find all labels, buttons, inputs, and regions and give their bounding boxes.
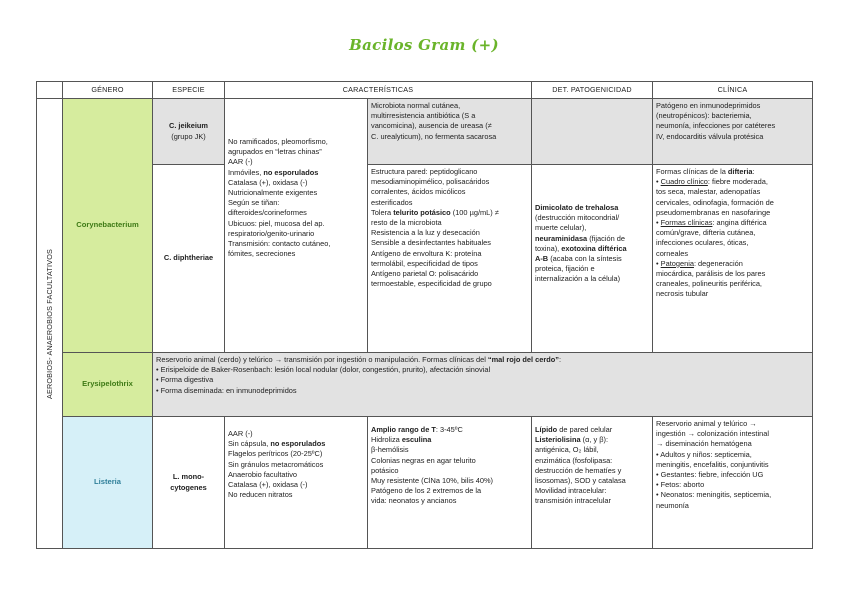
- diphtheriae-path-bold: A-B: [535, 254, 549, 264]
- header-clinica: CLÍNICA: [653, 82, 813, 99]
- listeria-feature-line: AAR (-): [228, 429, 253, 438]
- species-monocytogenes: [153, 417, 225, 549]
- diphtheriae-path-text: (fijación de: [587, 233, 625, 243]
- listeria-clinic-line: neumonía: [656, 500, 689, 510]
- listeria-feature-line: Patógeno de los 2 extremos de la: [371, 486, 482, 496]
- listeria-pathogenicity: [532, 417, 653, 549]
- coryne-feature-line: Ubicuos: piel, mucosa del ap.: [228, 218, 325, 228]
- listeria-feature-line: Anaerobio facultativo: [228, 469, 298, 479]
- diphtheriae-path-line: muerte celular),: [535, 223, 587, 233]
- jeikeium-feature-line: C. urealyticum), no fermenta sacarosa: [371, 131, 497, 141]
- listeria-path-line: Movilidad intracelular:: [535, 486, 607, 496]
- listeria-path-bold: Lípido: [535, 425, 558, 434]
- group-label: AEROBIOS- ANAEROBIOS FACULTATIVOS: [44, 248, 54, 399]
- diphtheriae-path-bold: exotoxina diftérica: [561, 243, 627, 253]
- listeria-feature-line: Catalasa (+), oxidasa (-): [228, 480, 308, 490]
- listeria-path-bold: Listeriolisina: [535, 435, 581, 445]
- listeria-feature-text: : 3-45ºC: [435, 425, 463, 434]
- diphtheriae-clinic-text: •: [656, 218, 661, 228]
- listeria-clinic-line: ingestión → colonización intestinal: [656, 429, 769, 439]
- diphtheriae-clinic-line: pseudomembranas en nasofaringe: [656, 207, 771, 217]
- listeria-path-line: destrucción de hematíes y: [535, 465, 622, 475]
- jeikeium-feature-line: Microbiota normal cutánea,: [371, 101, 461, 110]
- coryne-feature-line: Según se tiñan:: [228, 198, 280, 208]
- erysipelothrix-text: Reservorio animal (cerdo) y telúrico → transmisión por ingestión o manipulación. Formas clínicas del: [156, 355, 488, 364]
- listeria-clinic-line: • Fetos: aborto: [656, 480, 705, 490]
- diphtheriae-path-line: Dimicolato de trehalosa: [535, 203, 619, 212]
- listeria-feature-bold: esculina: [401, 435, 432, 445]
- diphtheriae-feature-line: esterificados: [371, 197, 413, 207]
- diphtheriae-clinic-line: infecciones oculares, óticas,: [656, 238, 749, 248]
- diphtheriae-path-line: [535, 234, 649, 244]
- listeria-feature-line: Flagelos perítricos (20-25ºC): [228, 449, 323, 459]
- diphtheriae-path-line: [535, 244, 649, 254]
- species-jeikeium-name: C. jeikeium: [168, 121, 209, 131]
- diphtheriae-path-text: (acaba con la síntesis: [548, 254, 622, 264]
- listeria-clinic-line: meningitis, encefalitis, conjuntivitis: [656, 459, 769, 469]
- listeria-path-line: [535, 425, 649, 435]
- diphtheriae-clinic-line: craneales, polineuritis periférica,: [656, 279, 762, 289]
- species-jeikeium-note: (grupo JK): [171, 131, 206, 141]
- coryne-feature-line: difteroides/corineformes: [228, 208, 307, 218]
- listeria-path-line: [535, 435, 649, 445]
- row-erysipelothrix: [37, 353, 813, 417]
- diphtheriae-path-line: [535, 254, 649, 264]
- diphtheriae-clinic-text: :: [752, 167, 755, 176]
- diphtheriae-clinic-text: : angina diftérica: [712, 218, 767, 228]
- diphtheriae-feature-line: corralentes, ácidos micólicos: [371, 187, 466, 197]
- jeikeium-feature-line: vancomicina), ausencia de ureasa (≠: [371, 121, 492, 131]
- listeria-clinic-line: • Adultos y niños: septicemia,: [656, 449, 752, 459]
- diphtheriae-feature-line: Antígeno de envoltura K: proteína: [371, 248, 482, 258]
- jeikeium-clinic: [653, 99, 813, 165]
- diphtheriae-feature-text: Tolera: [371, 207, 394, 217]
- species-jeikeium: [153, 99, 225, 165]
- diphtheriae-feature-text: (100 µg/mL) ≠: [450, 207, 499, 217]
- diphtheriae-clinic-line: corneales: [656, 248, 689, 258]
- listeria-clinic-line: • Neonatos: meningitis, septicemia,: [656, 490, 772, 500]
- listeria-path-text: de pared celular: [557, 425, 613, 434]
- jeikeium-clinic-line: neumonía, infecciones por catéteres: [656, 121, 776, 131]
- erysipelothrix-line: [156, 355, 809, 365]
- species-diphtheriae: C. diphtheriae: [153, 165, 225, 353]
- coryne-feature-line: [228, 168, 364, 178]
- listeria-feature-line: [371, 435, 528, 445]
- diphtheriae-feature-bold: telurito potásico: [393, 207, 451, 217]
- diphtheriae-clinic-underline: Patogenia: [660, 258, 694, 268]
- listeria-clinic-line: Reservorio animal y telúrico →: [656, 419, 757, 428]
- header-genero: GÉNERO: [63, 82, 153, 99]
- listeria-feature-line: [371, 425, 528, 435]
- listeria-feature-line: Muy resistente (ClNa 10%, bilis 40%): [371, 476, 493, 486]
- jeikeium-clinic-line: Patógeno en inmunodeprimidos: [656, 101, 761, 110]
- diphtheriae-clinic-text: •: [656, 177, 661, 187]
- jeikeium-feature-line: multirresistencia antibiótica (S a: [371, 111, 476, 121]
- diphtheriae-clinic-line: tos seca, malestar, adenopatías: [656, 187, 761, 197]
- diphtheriae-path-text: toxina),: [535, 243, 562, 253]
- erysipelothrix-line: • Forma diseminada: en inmunodeprimidos: [156, 385, 297, 395]
- erysipelothrix-description: [153, 353, 813, 417]
- coryne-feature-line: agrupados en “letras chinas”: [228, 147, 322, 157]
- diphtheriae-path-bold: neuraminidasa: [535, 233, 588, 243]
- listeria-feature-text: Sin cápsula,: [228, 439, 271, 449]
- listeria-path-line: lisosomas), SOD y catalasa: [535, 476, 626, 486]
- erysipelothrix-text: :: [558, 355, 562, 364]
- diphtheriae-path-line: proteica, fijación e: [535, 264, 595, 274]
- listeria-feature-line: Sin gránulos metacromáticos: [228, 459, 324, 469]
- listeria-path-line: enzimática (fosfolipasa:: [535, 455, 613, 465]
- species-monocytogenes-line: L. mono-: [172, 472, 205, 482]
- listeria-feature-bold: Amplio rango de T: [371, 425, 436, 434]
- diphtheriae-clinic-line: [656, 259, 809, 269]
- header-patogenicidad: DET. PATOGENICIDAD: [532, 82, 653, 99]
- listeria-feature-line: No reducen nitratos: [228, 490, 293, 500]
- listeria-clinic-line: → diseminación hematógena: [656, 439, 752, 449]
- erysipelothrix-bold: “mal rojo del cerdo”: [487, 355, 559, 364]
- coryne-feature-line: Transmisión: contacto cutáneo,: [228, 239, 331, 249]
- listeria-path-line: antigénica, O₂ lábil,: [535, 445, 599, 455]
- diphtheriae-clinic-line: necrosis tubular: [656, 289, 709, 299]
- row-jeikeium: [37, 99, 813, 165]
- row-listeria: [37, 417, 813, 549]
- coryne-feature-line: No ramificados, pleomorfismo,: [228, 137, 328, 146]
- genus-listeria: Listeria: [63, 417, 153, 549]
- diphtheriae-feature-line: mesodiaminopimélico, polisacáridos: [371, 177, 490, 187]
- header-especie: ESPECIE: [153, 82, 225, 99]
- bacteria-table: [36, 81, 813, 549]
- listeria-feature-line: vida: neonatos y ancianos: [371, 496, 457, 506]
- genus-erysipelothrix: Erysipelothrix: [63, 353, 153, 417]
- diphtheriae-feature-line: Estructura pared: peptidoglicano: [371, 167, 478, 176]
- diphtheriae-feature-line: resto de la microbiota: [371, 218, 442, 228]
- page-title: Bacilos Gram (+): [349, 36, 499, 54]
- genus-corynebacterium: Corynebacterium: [63, 99, 153, 353]
- coryne-feature-line: Catalasa (+), oxidasa (-): [228, 177, 308, 187]
- erysipelothrix-line: • Forma digestiva: [156, 375, 214, 385]
- coryne-feature-line: respiratorio/genito-urinario: [228, 228, 315, 238]
- diphtheriae-clinic-line: [656, 167, 809, 177]
- diphtheriae-clinic-line: [656, 177, 809, 187]
- jeikeium-pathogenicity: [532, 99, 653, 165]
- listeria-feature-line: potásico: [371, 465, 399, 475]
- coryne-feature-text: Inmóviles,: [228, 167, 264, 177]
- diphtheriae-clinic-line: común/grave, difteria cutánea,: [656, 228, 756, 238]
- header-caracteristicas: CARACTERÍSTICAS: [225, 82, 532, 99]
- diphtheriae-pathogenicity: [532, 165, 653, 353]
- listeria-feature-line: β-hemólisis: [371, 445, 409, 455]
- jeikeium-features: [368, 99, 532, 165]
- coryne-shared-features: [225, 99, 368, 353]
- header-blank: [37, 82, 63, 99]
- diphtheriae-feature-line: Resistencia a la luz y desecación: [371, 228, 480, 238]
- diphtheriae-clinic-text: •: [656, 258, 661, 268]
- jeikeium-clinic-line: (neutropénicos): bacteriemia,: [656, 111, 752, 121]
- coryne-feature-line: Nutricionalmente exigentes: [228, 188, 318, 198]
- coryne-feature-line: fómites, secreciones: [228, 249, 296, 259]
- listeria-feature-text: Hidroliza: [371, 435, 402, 445]
- species-monocytogenes-line: cytogenes: [170, 482, 207, 492]
- diphtheriae-clinic-bold: difteria: [727, 167, 753, 176]
- listeria-features-b: [368, 417, 532, 549]
- diphtheriae-feature-line: Antígeno parietal O: polisacárido: [371, 269, 479, 279]
- diphtheriae-clinic-line: miocárdica, parálisis de los pares: [656, 269, 766, 279]
- diphtheriae-path-line: (destrucción mitocondrial/: [535, 213, 620, 223]
- diphtheriae-clinic-underline: Cuadro clínico: [660, 177, 708, 187]
- diphtheriae-feature-line: [371, 208, 528, 218]
- listeria-clinic: [653, 417, 813, 549]
- listeria-features-a: [225, 417, 368, 549]
- diphtheriae-clinic-text: Formas clínicas de la: [656, 167, 728, 176]
- listeria-feature-line: Colonias negras en agar telurito: [371, 455, 476, 465]
- diphtheriae-features: [368, 165, 532, 353]
- diphtheriae-clinic-text: : fiebre moderada,: [707, 177, 768, 187]
- diphtheriae-clinic-text: : degeneración: [693, 258, 743, 268]
- jeikeium-clinic-line: IV, endocarditis válvula protésica: [656, 131, 764, 141]
- listeria-clinic-line: • Gestantes: fiebre, infección UG: [656, 470, 764, 480]
- coryne-feature-bold: no esporulados: [263, 167, 319, 177]
- diphtheriae-path-line: internalización a la célula): [535, 274, 621, 284]
- coryne-feature-line: AAR (-): [228, 157, 253, 167]
- diphtheriae-feature-line: Sensible a desinfectantes habituales: [371, 238, 491, 248]
- listeria-path-line: transmisión intracelular: [535, 496, 611, 506]
- erysipelothrix-line: • Erisipeloide de Baker-Rosenbach: lesión local nodular (dolor, congestión, prurito), afectación sinovial: [156, 365, 491, 375]
- diphtheriae-clinic-line: [656, 218, 809, 228]
- diphtheriae-clinic: [653, 165, 813, 353]
- diphtheriae-feature-line: termoestable, especificidad de grupo: [371, 279, 492, 289]
- group-label-cell: [37, 99, 63, 549]
- header-row: [37, 82, 813, 99]
- diphtheriae-clinic-underline: Formas clínicas: [660, 218, 713, 228]
- listeria-path-text: (α, y β):: [580, 435, 609, 445]
- diphtheriae-clinic-line: cervicales, odinofagia, formación de: [656, 197, 774, 207]
- diphtheriae-feature-line: termolábil, especificidad de tipos: [371, 258, 478, 268]
- row-diphtheriae: [37, 165, 813, 353]
- listeria-feature-bold: no esporulados: [270, 439, 326, 449]
- listeria-feature-line: [228, 439, 364, 449]
